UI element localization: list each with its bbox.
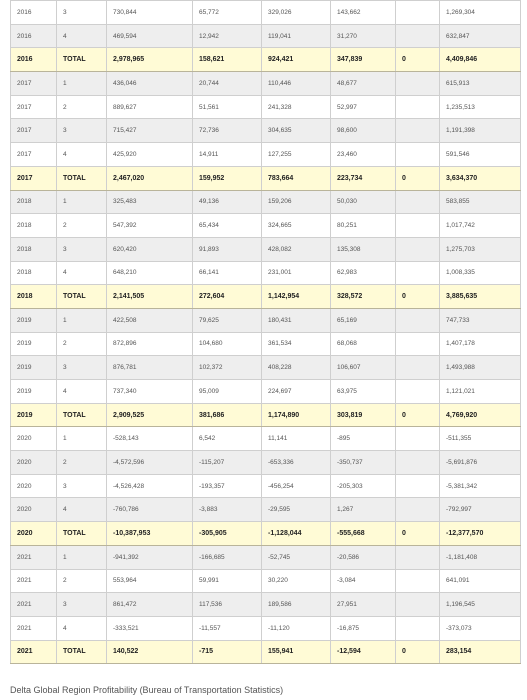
value-cell-1: 872,896: [107, 332, 193, 356]
value-cell-1: 2,467,020: [107, 166, 193, 190]
year-cell: 2018: [11, 190, 57, 214]
value-cell-2: 6,542: [193, 427, 262, 451]
quarter-cell: 1: [57, 190, 107, 214]
value-cell-3: 924,421: [262, 48, 331, 72]
year-cell: 2019: [11, 403, 57, 427]
value-cell-4: 98,600: [331, 119, 396, 143]
value-cell-1: -528,143: [107, 427, 193, 451]
table-row: [11, 308, 521, 332]
value-cell-2: 104,680: [193, 332, 262, 356]
quarter-cell: 3: [57, 593, 107, 617]
year-cell: 2016: [11, 1, 57, 25]
value-cell-3: -456,254: [262, 474, 331, 498]
value-cell-3: 11,141: [262, 427, 331, 451]
table-row: [11, 545, 521, 569]
value-cell-6: 4,409,846: [440, 48, 521, 72]
quarter-cell: TOTAL: [57, 640, 107, 664]
value-cell-6: 283,154: [440, 640, 521, 664]
value-cell-3: 231,001: [262, 261, 331, 285]
table-row: [11, 261, 521, 285]
value-cell-1: 2,141,505: [107, 285, 193, 309]
value-cell-6: 641,091: [440, 569, 521, 593]
value-cell-2: 381,686: [193, 403, 262, 427]
value-cell-1: 469,594: [107, 24, 193, 48]
quarter-cell: 4: [57, 498, 107, 522]
value-cell-4: -205,303: [331, 474, 396, 498]
value-cell-3: 127,255: [262, 143, 331, 167]
year-cell: 2017: [11, 143, 57, 167]
table-body: [11, 1, 521, 664]
value-cell-4: 50,030: [331, 190, 396, 214]
table-row: [11, 380, 521, 404]
value-cell-2: 65,772: [193, 1, 262, 25]
quarter-cell: TOTAL: [57, 48, 107, 72]
value-cell-2: 159,952: [193, 166, 262, 190]
value-cell-6: 1,275,703: [440, 237, 521, 261]
value-cell-5: [396, 593, 440, 617]
table-row: [11, 427, 521, 451]
value-cell-4: -3,084: [331, 569, 396, 593]
value-cell-5: [396, 190, 440, 214]
value-cell-3: 329,026: [262, 1, 331, 25]
value-cell-4: 135,308: [331, 237, 396, 261]
value-cell-3: 30,220: [262, 569, 331, 593]
value-cell-6: 583,855: [440, 190, 521, 214]
table-total-row: [11, 522, 521, 546]
quarter-cell: 1: [57, 72, 107, 96]
value-cell-5: [396, 119, 440, 143]
year-cell: 2020: [11, 427, 57, 451]
value-cell-6: 1,008,335: [440, 261, 521, 285]
year-cell: 2021: [11, 640, 57, 664]
value-cell-4: -12,594: [331, 640, 396, 664]
value-cell-5: [396, 214, 440, 238]
value-cell-3: 1,142,954: [262, 285, 331, 309]
value-cell-4: 65,169: [331, 308, 396, 332]
value-cell-3: 428,082: [262, 237, 331, 261]
value-cell-2: -193,357: [193, 474, 262, 498]
quarter-cell: 4: [57, 380, 107, 404]
year-cell: 2018: [11, 285, 57, 309]
value-cell-3: -29,595: [262, 498, 331, 522]
value-cell-1: -4,526,428: [107, 474, 193, 498]
value-cell-1: 2,978,965: [107, 48, 193, 72]
value-cell-6: -511,355: [440, 427, 521, 451]
year-cell: 2019: [11, 308, 57, 332]
value-cell-3: 155,941: [262, 640, 331, 664]
value-cell-2: 12,942: [193, 24, 262, 48]
value-cell-1: -941,392: [107, 545, 193, 569]
table-total-row: [11, 285, 521, 309]
value-cell-6: -5,381,342: [440, 474, 521, 498]
table-row: [11, 332, 521, 356]
value-cell-4: 63,975: [331, 380, 396, 404]
value-cell-3: 361,534: [262, 332, 331, 356]
value-cell-5: [396, 308, 440, 332]
value-cell-5: 0: [396, 640, 440, 664]
quarter-cell: 3: [57, 119, 107, 143]
value-cell-3: 224,697: [262, 380, 331, 404]
value-cell-1: -760,786: [107, 498, 193, 522]
value-cell-5: [396, 95, 440, 119]
value-cell-3: 408,228: [262, 356, 331, 380]
value-cell-4: 1,267: [331, 498, 396, 522]
value-cell-5: [396, 427, 440, 451]
value-cell-5: [396, 569, 440, 593]
value-cell-4: -20,586: [331, 545, 396, 569]
value-cell-6: 1,407,178: [440, 332, 521, 356]
value-cell-6: 3,885,635: [440, 285, 521, 309]
quarter-cell: 3: [57, 237, 107, 261]
value-cell-6: 1,493,988: [440, 356, 521, 380]
table-caption: Delta Global Region Profitability (Bureau of Transportation Statistics): [10, 685, 284, 695]
value-cell-4: 80,251: [331, 214, 396, 238]
value-cell-1: -10,387,953: [107, 522, 193, 546]
year-cell: 2020: [11, 451, 57, 475]
value-cell-4: 52,997: [331, 95, 396, 119]
value-cell-5: [396, 237, 440, 261]
table-total-row: [11, 403, 521, 427]
quarter-cell: 3: [57, 356, 107, 380]
value-cell-1: 876,781: [107, 356, 193, 380]
year-cell: 2020: [11, 522, 57, 546]
value-cell-5: [396, 356, 440, 380]
value-cell-4: 328,572: [331, 285, 396, 309]
value-cell-3: 159,206: [262, 190, 331, 214]
value-cell-4: 62,983: [331, 261, 396, 285]
value-cell-3: -11,120: [262, 616, 331, 640]
value-cell-6: 615,913: [440, 72, 521, 96]
table-row: [11, 214, 521, 238]
value-cell-5: 0: [396, 285, 440, 309]
value-cell-5: 0: [396, 48, 440, 72]
value-cell-6: 1,191,398: [440, 119, 521, 143]
value-cell-4: 223,734: [331, 166, 396, 190]
year-cell: 2017: [11, 119, 57, 143]
year-cell: 2017: [11, 95, 57, 119]
value-cell-6: 1,017,742: [440, 214, 521, 238]
value-cell-4: -555,668: [331, 522, 396, 546]
year-cell: 2017: [11, 72, 57, 96]
value-cell-1: 861,472: [107, 593, 193, 617]
table-row: [11, 1, 521, 25]
value-cell-5: [396, 1, 440, 25]
value-cell-4: 23,460: [331, 143, 396, 167]
value-cell-3: 180,431: [262, 308, 331, 332]
value-cell-4: 31,270: [331, 24, 396, 48]
value-cell-1: 737,340: [107, 380, 193, 404]
table-row: [11, 119, 521, 143]
value-cell-2: 49,136: [193, 190, 262, 214]
value-cell-1: 436,046: [107, 72, 193, 96]
table-row: [11, 451, 521, 475]
value-cell-1: 620,420: [107, 237, 193, 261]
value-cell-5: [396, 498, 440, 522]
table-row: [11, 593, 521, 617]
value-cell-5: [396, 474, 440, 498]
table-row: [11, 143, 521, 167]
value-cell-3: 783,664: [262, 166, 331, 190]
value-cell-1: 325,483: [107, 190, 193, 214]
value-cell-6: -1,181,408: [440, 545, 521, 569]
value-cell-4: -895: [331, 427, 396, 451]
value-cell-3: -653,336: [262, 451, 331, 475]
table-total-row: [11, 166, 521, 190]
value-cell-4: 347,839: [331, 48, 396, 72]
year-cell: 2019: [11, 332, 57, 356]
value-cell-2: -3,883: [193, 498, 262, 522]
value-cell-2: 20,744: [193, 72, 262, 96]
value-cell-2: -11,557: [193, 616, 262, 640]
value-cell-1: 889,627: [107, 95, 193, 119]
value-cell-2: -166,685: [193, 545, 262, 569]
value-cell-2: 272,604: [193, 285, 262, 309]
table-row: [11, 474, 521, 498]
value-cell-6: 1,269,304: [440, 1, 521, 25]
year-cell: 2019: [11, 380, 57, 404]
value-cell-5: [396, 545, 440, 569]
value-cell-3: -1,128,044: [262, 522, 331, 546]
value-cell-5: [396, 380, 440, 404]
year-cell: 2021: [11, 593, 57, 617]
year-cell: 2016: [11, 24, 57, 48]
value-cell-2: 95,009: [193, 380, 262, 404]
value-cell-4: 68,068: [331, 332, 396, 356]
table-total-row: [11, 48, 521, 72]
value-cell-1: 553,964: [107, 569, 193, 593]
value-cell-5: [396, 143, 440, 167]
value-cell-2: 14,911: [193, 143, 262, 167]
value-cell-2: 51,561: [193, 95, 262, 119]
value-cell-3: 189,586: [262, 593, 331, 617]
table-row: [11, 72, 521, 96]
value-cell-5: 0: [396, 522, 440, 546]
quarter-cell: 1: [57, 545, 107, 569]
value-cell-4: 143,662: [331, 1, 396, 25]
value-cell-2: 79,625: [193, 308, 262, 332]
quarter-cell: 4: [57, 24, 107, 48]
value-cell-3: 119,041: [262, 24, 331, 48]
table-row: [11, 498, 521, 522]
year-cell: 2021: [11, 569, 57, 593]
quarter-cell: 2: [57, 451, 107, 475]
value-cell-3: 110,446: [262, 72, 331, 96]
value-cell-2: 117,536: [193, 593, 262, 617]
value-cell-4: -16,875: [331, 616, 396, 640]
value-cell-1: 648,210: [107, 261, 193, 285]
quarter-cell: TOTAL: [57, 285, 107, 309]
quarter-cell: 2: [57, 569, 107, 593]
quarter-cell: 4: [57, 261, 107, 285]
value-cell-2: 66,141: [193, 261, 262, 285]
table-row: [11, 616, 521, 640]
quarter-cell: 4: [57, 616, 107, 640]
quarter-cell: 1: [57, 308, 107, 332]
value-cell-4: 106,607: [331, 356, 396, 380]
quarter-cell: TOTAL: [57, 403, 107, 427]
value-cell-1: 140,522: [107, 640, 193, 664]
year-cell: 2020: [11, 498, 57, 522]
quarter-cell: 2: [57, 214, 107, 238]
value-cell-2: -115,207: [193, 451, 262, 475]
quarter-cell: 2: [57, 332, 107, 356]
value-cell-1: 425,920: [107, 143, 193, 167]
quarter-cell: 4: [57, 143, 107, 167]
value-cell-1: 547,392: [107, 214, 193, 238]
value-cell-5: [396, 261, 440, 285]
value-cell-5: [396, 616, 440, 640]
value-cell-6: -373,073: [440, 616, 521, 640]
value-cell-1: -4,572,596: [107, 451, 193, 475]
value-cell-4: 27,951: [331, 593, 396, 617]
value-cell-3: 304,635: [262, 119, 331, 143]
table-row: [11, 356, 521, 380]
table-row: [11, 569, 521, 593]
value-cell-3: 324,665: [262, 214, 331, 238]
year-cell: 2019: [11, 356, 57, 380]
value-cell-6: 747,733: [440, 308, 521, 332]
value-cell-6: 4,769,920: [440, 403, 521, 427]
value-cell-2: 158,621: [193, 48, 262, 72]
value-cell-1: 2,909,525: [107, 403, 193, 427]
quarter-cell: 3: [57, 1, 107, 25]
year-cell: 2018: [11, 214, 57, 238]
quarter-cell: TOTAL: [57, 166, 107, 190]
value-cell-2: 72,736: [193, 119, 262, 143]
value-cell-5: [396, 332, 440, 356]
value-cell-6: 632,847: [440, 24, 521, 48]
value-cell-5: 0: [396, 403, 440, 427]
value-cell-4: 303,819: [331, 403, 396, 427]
value-cell-1: 715,427: [107, 119, 193, 143]
value-cell-5: 0: [396, 166, 440, 190]
table-row: [11, 237, 521, 261]
value-cell-3: 241,328: [262, 95, 331, 119]
value-cell-6: 591,546: [440, 143, 521, 167]
quarter-cell: 1: [57, 427, 107, 451]
quarter-cell: 2: [57, 95, 107, 119]
value-cell-1: 730,844: [107, 1, 193, 25]
year-cell: 2016: [11, 48, 57, 72]
value-cell-6: -792,997: [440, 498, 521, 522]
value-cell-1: -333,521: [107, 616, 193, 640]
value-cell-2: 65,434: [193, 214, 262, 238]
profitability-table: [10, 0, 521, 664]
value-cell-3: -52,745: [262, 545, 331, 569]
value-cell-5: [396, 451, 440, 475]
value-cell-6: -5,691,876: [440, 451, 521, 475]
value-cell-6: 1,121,021: [440, 380, 521, 404]
value-cell-4: -350,737: [331, 451, 396, 475]
value-cell-2: 102,372: [193, 356, 262, 380]
year-cell: 2018: [11, 261, 57, 285]
year-cell: 2018: [11, 237, 57, 261]
year-cell: 2017: [11, 166, 57, 190]
year-cell: 2020: [11, 474, 57, 498]
value-cell-4: 48,677: [331, 72, 396, 96]
table-row: [11, 24, 521, 48]
year-cell: 2021: [11, 616, 57, 640]
quarter-cell: 3: [57, 474, 107, 498]
value-cell-3: 1,174,890: [262, 403, 331, 427]
value-cell-6: 1,196,545: [440, 593, 521, 617]
value-cell-2: 91,893: [193, 237, 262, 261]
quarter-cell: TOTAL: [57, 522, 107, 546]
year-cell: 2021: [11, 545, 57, 569]
value-cell-2: -305,905: [193, 522, 262, 546]
value-cell-6: -12,377,570: [440, 522, 521, 546]
table-total-row: [11, 640, 521, 664]
value-cell-6: 1,235,513: [440, 95, 521, 119]
value-cell-1: 422,508: [107, 308, 193, 332]
table-row: [11, 95, 521, 119]
value-cell-5: [396, 24, 440, 48]
table-row: [11, 190, 521, 214]
value-cell-2: -715: [193, 640, 262, 664]
value-cell-5: [396, 72, 440, 96]
value-cell-2: 59,991: [193, 569, 262, 593]
value-cell-6: 3,634,370: [440, 166, 521, 190]
